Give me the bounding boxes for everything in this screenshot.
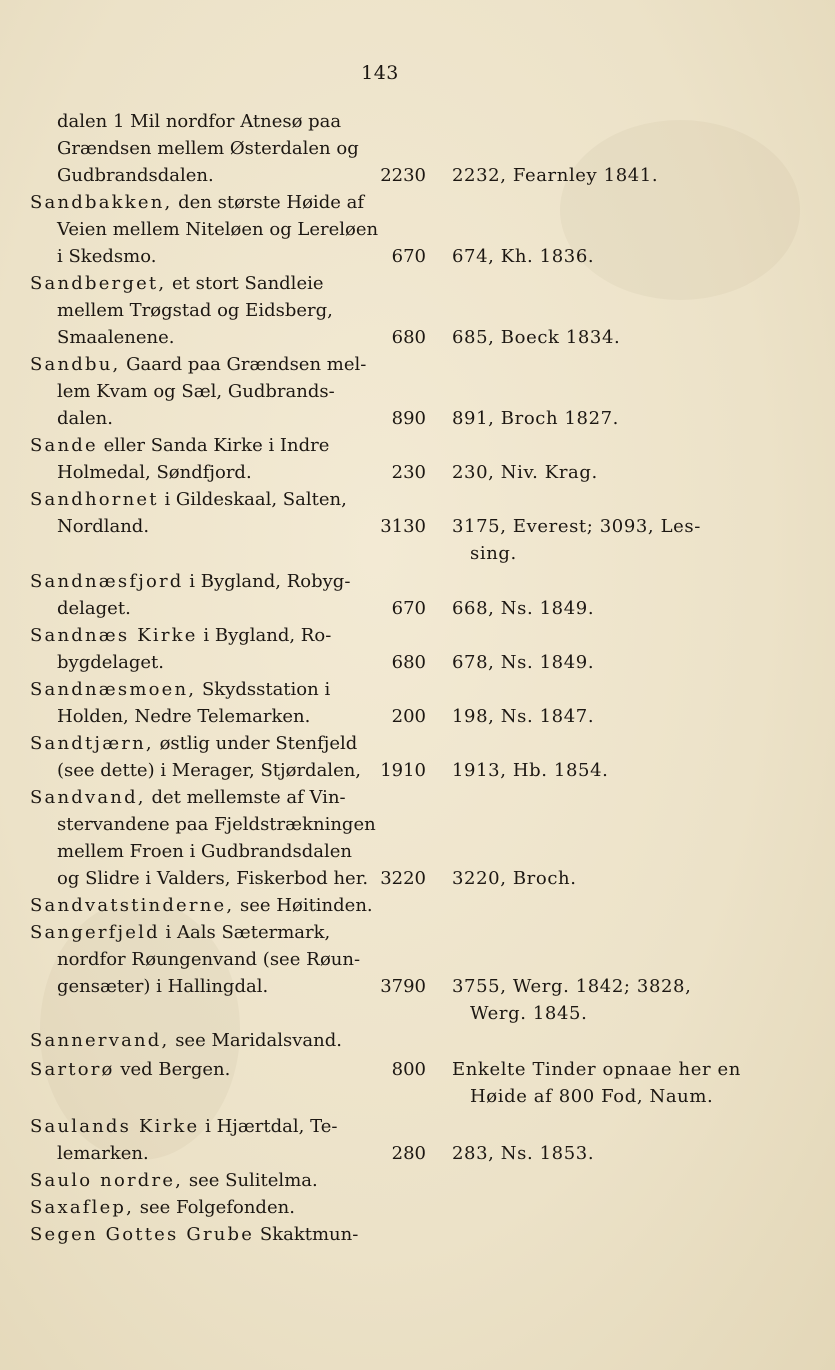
- entry-text-line: dalen 1 Mil nordfor Atnesø paa: [57, 111, 342, 132]
- reference-text: 668, Ns. 1849.: [452, 598, 595, 619]
- entry-headword: Saulo nordre,: [30, 1170, 184, 1191]
- entry-text-line: bygdelaget.: [57, 652, 165, 673]
- entry-headword: Sandbu,: [30, 354, 121, 375]
- reference-text: 230, Niv. Krag.: [452, 462, 598, 483]
- entry-headword: Segen Gottes Grube: [30, 1224, 255, 1245]
- reference-text: 685, Boeck 1834.: [452, 327, 621, 348]
- entry-headword: Sandnæs Kirke: [30, 625, 198, 646]
- entry-text-line: see Sulitelma.: [188, 1170, 318, 1191]
- entry-text-line: mellem Froen i Gudbrandsdalen: [57, 841, 353, 862]
- height-value: 890: [391, 408, 426, 429]
- entry-text-line: see Folgefonden.: [139, 1197, 295, 1218]
- paper-stain: [560, 120, 800, 300]
- height-value: 680: [391, 652, 426, 673]
- entry-text-line: et stort Sandleie: [172, 273, 324, 294]
- reference-text: Høide af 800 Fod, Naum.: [470, 1086, 714, 1107]
- entry-headword: Sandvatstinderne,: [30, 895, 235, 916]
- entry-headword: Sandbakken,: [30, 192, 173, 213]
- reference-text: 3175, Everest; 3093, Les-: [452, 516, 701, 537]
- entry-text-line: mellem Trøgstad og Eidsberg,: [57, 300, 333, 321]
- entry-text-line: ved Bergen.: [120, 1059, 231, 1080]
- height-value: 200: [391, 706, 426, 727]
- entry-text-line: Skydsstation i: [201, 679, 331, 700]
- entry-headword: Sandhornet: [30, 489, 159, 510]
- entry-text-line: Veien mellem Niteløen og Lereløen: [57, 219, 379, 240]
- entry-text-line: østlig under Stenfjeld: [159, 733, 358, 754]
- entry-text-line: see Maridalsvand.: [175, 1030, 342, 1051]
- reference-text: 674, Kh. 1836.: [452, 246, 595, 267]
- reference-text: Enkelte Tinder opnaae her en: [452, 1059, 741, 1080]
- reference-text: Werg. 1845.: [470, 1003, 588, 1024]
- reference-text: 3755, Werg. 1842; 3828,: [452, 976, 692, 997]
- height-value: 230: [391, 462, 426, 483]
- entry-text-line: i Hjærtdal, Te-: [205, 1116, 338, 1137]
- entry-text-line: stervandene paa Fjeldstrækningen: [57, 814, 376, 835]
- height-value: 3790: [380, 976, 426, 997]
- entry-text-line: i Bygland, Ro-: [203, 625, 332, 646]
- entry-text-line: see Høitinden.: [240, 895, 373, 916]
- entry-text-line: gensæter) i Hallingdal.: [57, 976, 269, 997]
- entry-headword: Sangerfjeld: [30, 922, 160, 943]
- entry-text-line: eller Sanda Kirke i Indre: [103, 435, 330, 456]
- entry-headword: Sandvand,: [30, 787, 146, 808]
- entry-text-line: lem Kvam og Sæl, Gudbrands-: [57, 381, 335, 402]
- entry-text-line: Gudbrandsdalen.: [57, 165, 214, 186]
- reference-text: 2232, Fearnley 1841.: [452, 165, 659, 186]
- reference-text: sing.: [470, 543, 517, 564]
- entry-text-line: dalen.: [57, 408, 113, 429]
- height-value: 680: [391, 327, 426, 348]
- entry-text-line: Gaard paa Grændsen mel-: [126, 354, 367, 375]
- entry-text-line: den største Høide af: [178, 192, 364, 213]
- entry-text-line: Holmedal, Søndfjord.: [57, 462, 252, 483]
- entry-text-line: Nordland.: [57, 516, 150, 537]
- entry-text-line: nordfor Røungenvand (see Røun-: [57, 949, 361, 970]
- page-number: 143: [361, 62, 399, 84]
- entry-text-line: Holden, Nedre Telemarken.: [57, 706, 311, 727]
- reference-text: 283, Ns. 1853.: [452, 1143, 595, 1164]
- height-value: 800: [391, 1059, 426, 1080]
- entry-text-line: Smaalenene.: [57, 327, 175, 348]
- reference-text: 678, Ns. 1849.: [452, 652, 595, 673]
- entry-headword: Sandnæsmoen,: [30, 679, 197, 700]
- height-value: 670: [391, 598, 426, 619]
- entry-text-line: og Slidre i Valders, Fiskerbod her.: [57, 868, 369, 889]
- entry-text-line: (see dette) i Merager, Stjørdalen,: [57, 760, 362, 781]
- entry-headword: Saxaflep,: [30, 1197, 135, 1218]
- entry-text-line: Skaktmun-: [259, 1224, 359, 1245]
- entry-text-line: Grændsen mellem Østerdalen og: [57, 138, 359, 159]
- entry-text-line: i Skedsmo.: [57, 246, 157, 267]
- entry-text-line: i Bygland, Robyg-: [189, 571, 351, 592]
- reference-text: 1913, Hb. 1854.: [452, 760, 609, 781]
- height-value: 280: [391, 1143, 426, 1164]
- entry-text-line: det mellemste af Vin-: [151, 787, 346, 808]
- entry-text-line: delaget.: [57, 598, 131, 619]
- reference-text: 891, Broch 1827.: [452, 408, 619, 429]
- entry-headword: Sartorø: [30, 1059, 115, 1080]
- height-value: 670: [391, 246, 426, 267]
- height-value: 3220: [380, 868, 426, 889]
- entry-headword: Sande: [30, 435, 98, 456]
- height-value: 2230: [380, 165, 426, 186]
- height-value: 1910: [380, 760, 426, 781]
- entry-headword: Sandtjærn,: [30, 733, 154, 754]
- entry-text-line: i Aals Sætermark,: [165, 922, 331, 943]
- height-value: 3130: [380, 516, 426, 537]
- reference-text: 198, Ns. 1847.: [452, 706, 595, 727]
- entry-headword: Saulands Kirke: [30, 1116, 200, 1137]
- reference-text: 3220, Broch.: [452, 868, 577, 889]
- entry-headword: Sandnæsfjord: [30, 571, 184, 592]
- entry-headword: Sannervand,: [30, 1030, 170, 1051]
- entry-text-line: lemarken.: [57, 1143, 149, 1164]
- entry-headword: Sandberget,: [30, 273, 167, 294]
- entry-text-line: i Gildeskaal, Salten,: [164, 489, 347, 510]
